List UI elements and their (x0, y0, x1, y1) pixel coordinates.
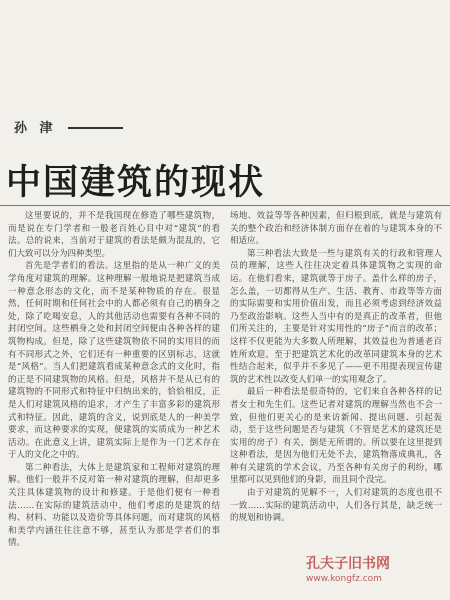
paragraph: 这里要说的，并不是我国现在修造了哪些建筑物，而是说在专门学者和一般老百姓心目中对“建筑”的看法。总的说来，当前对于建筑的看法是颇为混乱的，它们大致可以分为四种类型。 (8, 211, 220, 259)
paragraph: 首先是学者们的看法。这里指的是从一种广义的美学角度对建筑的理解。这种理解一般地说是把建筑当成一种意念形态的文化，而不是某种物质的存在。很显然，任何时期和任何社会中的人都必须有自己的栖身之处，除了吃喝安息，人的其他活动也需要有各种不同的封闭空间。这些栖身之处和封闭空间便由各种各样的建筑物构成。但是，除了这些建筑物依不同的实用目的而有不同形式之外，它们还有一种重要的区别标志，这就是“风格”。当人们把建筑看成某种意念式的文化时，指的正是不同建筑物的风格。但是，风格并不是从已有的建筑物的不同形式和特征中归纳出来的，恰恰相反，正是人们对建筑风格的追求，才产生了丰富多彩的建筑形式和特征。因此，建筑的含义，说到底是人的一种美学要求，而这种要求的实现，便建筑的实质成为一种艺术活动。在此意义上讲，建筑实际上是作为一门艺术存在于人的文化之中的。 (8, 261, 220, 461)
paragraph: 由于对建筑的见解不一，人们对建筑的态度也很不一致……实际的建筑活动中，人们各行其是，缺乏统一的规划和协调。 (230, 488, 442, 524)
right-column (230, 210, 442, 590)
article-title: 中国建筑的现状 (6, 163, 266, 203)
watermark-url: www.kongfz.com (306, 574, 382, 584)
watermark-text: 孔夫子旧书网 (306, 556, 390, 572)
author-rule (68, 127, 123, 129)
paragraph: 最后一种看法是很奇特的，它们来自各种各样的记者女士和先生们。这些记者对建筑的理解当然也不会一致，但他们更关心的是来访新闻、提出问题、引起轰动，至于这些问题是否与建筑（不管是艺术的建筑还是实用的房子）有关，倒是无所谓的。所以要在这里提到这种看法，是因为他们无处不去，建筑物落成典礼，各种有关建筑的学术会议，乃至各种有关房子的利纷，哪里都可以见到他们的身影，而且同个没完。 (230, 387, 442, 486)
paragraph: 场地、效益等等各种因素，但归根到底，就是与建筑有关的整个政治和经济体制方面存在着的与建筑本身的不相适应。 (230, 211, 442, 247)
paragraph: 第二种看法，大体上是建筑家和工程师对建筑的理解。他们一般并不反对第一种对建筑的理解，但却更多关注具体建筑物的设计和修建。于是他们便有一种看法……在实际的建筑活动中，他们考虑的是建筑的结构、材料、功能以及造价等具体问题，而对建筑的风格和美学内涵往往注意不够，甚至认为那是学者们的事情。 (8, 462, 220, 549)
author-name: 孙 津 (14, 121, 57, 136)
left-column (8, 210, 220, 600)
paragraph: 第三种看法大致是一些与建筑有关的行政和管理人员的理解，这些人往往决定着具体建筑物之实现的命运。在他们看来，建筑就等于房子。盖什么样的房子，怎么盖，一切都得从生产、生活、教育、市政等等方面的实际需要和实用价值出发，而且必须考虑到经济效益乃至政治影响。这些人当中有的是真正的改革者，但他们所关注的，主要是针对实用性的“房子”而言的改革；这样不仅更能为大多数人所理解，其效益也为普通老百姓所欢迎。至于把建筑艺术化的改革同建筑本身的艺术性结合起来，似乎并不多见了——更不用提表现宣传建筑的艺术性以改变人们单一的实用观念了。 (230, 248, 442, 385)
title-divider (0, 205, 450, 206)
